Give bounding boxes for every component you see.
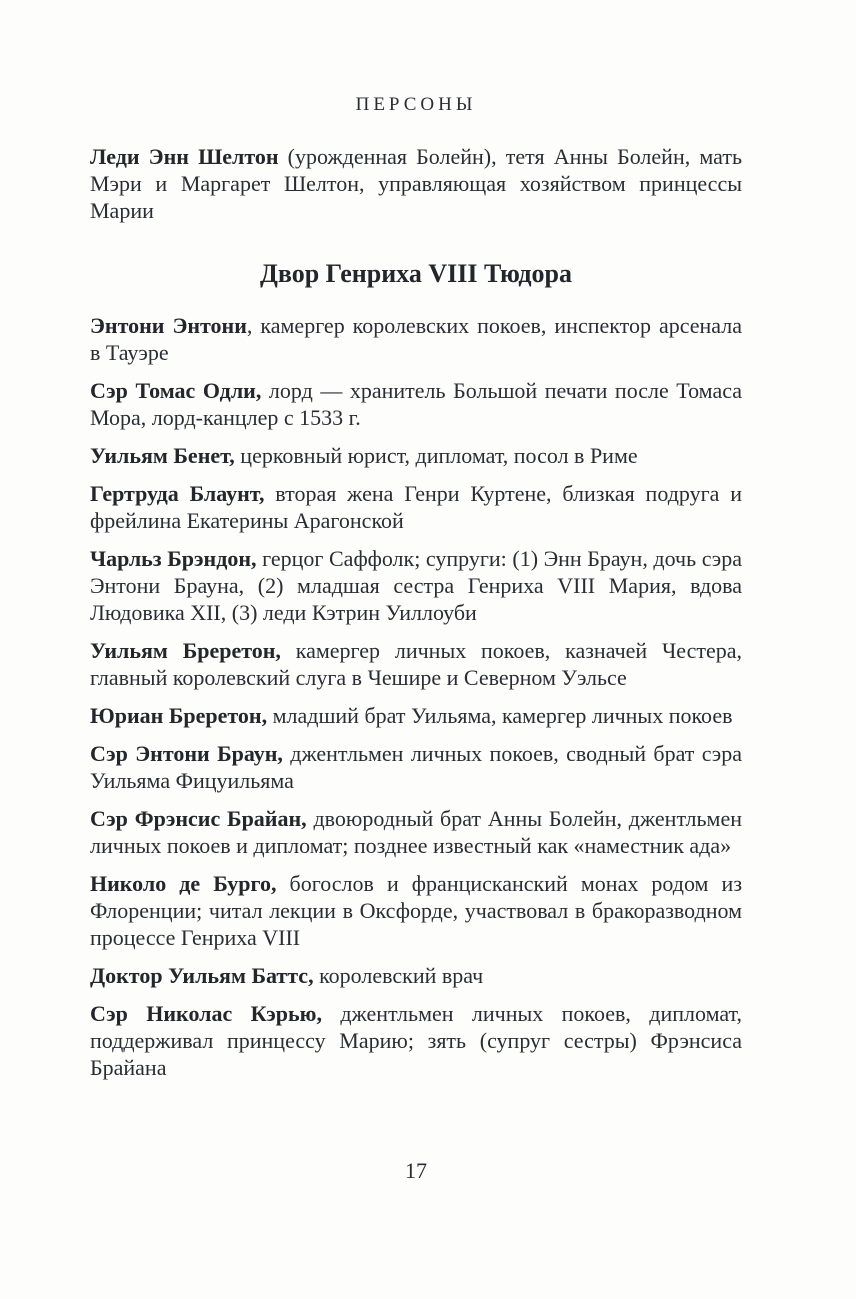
page-number: 17 [405,1158,427,1183]
character-name: Сэр Энтони Браун, [90,741,283,766]
character-description: младший брат Уильяма, камергер личных покоев [267,703,733,728]
character-description: церковный юрист, дипломат, посол в Риме [234,443,638,468]
character-description: вторая жена Генри Куртене, близкая подруга и фрейлина Екатерины Арагонской [90,481,742,533]
character-entry [90,1000,742,1081]
character-entry [90,962,742,989]
character-name: Уильям Бенет, [90,443,235,468]
section-title: Двор Генриха VIII Тюдора [259,259,573,288]
character-entry [90,143,742,224]
character-description: герцог Саффолк; супруги: (1) Энн Браун, дочь сэра Энтони Брауна, (2) младшая сестра Генриха VIII Мария, вдова Людовика XII, (3) леди Кэтрин Уиллоуби [90,546,742,625]
character-name: Энтони Энтони [90,313,247,338]
character-name: Юриан Бреретон, [90,703,268,728]
character-name: Чарльз Брэндон, [90,546,257,571]
character-entry [90,637,742,691]
character-entry [90,377,742,431]
character-entry [90,805,742,859]
character-description: лорд — хранитель Большой печати после Томаса Мора, лорд-канцлер с 1533 г. [90,378,743,430]
character-description: камергер личных покоев, казначей Честера, главный королевский слуга в Чешире и Северном Уэльсе [90,638,743,690]
character-name: Леди Энн Шелтон [90,144,279,169]
character-description: джентльмен личных покоев, сводный брат сэра Уильяма Фицуильяма [90,741,743,793]
character-name: Сэр Николас Кэрью, [90,1001,322,1026]
character-entry [90,702,742,729]
character-name: Уильям Бреретон, [90,638,281,663]
character-description: двоюродный брат Анны Болейн, джентльмен личных покоев и дипломат; позднее известный как «наместник ада» [90,806,742,858]
character-entry [90,740,742,794]
character-description: (урожденная Болейн), тетя Анны Болейн, мать Мэри и Маргарет Шелтон, управляющая хозяйством принцессы Марии [90,144,742,223]
character-name: Николо де Бурго, [90,871,277,896]
character-name: Сэр Фрэнсис Брайан, [90,806,307,831]
character-entry [90,442,742,469]
character-description: богослов и францисканский монах родом из Флоренции; читал лекции в Оксфорде, участвовал в бракоразводном процессе Генриха VIII [90,871,743,950]
text-block [90,0,742,1092]
character-entry [90,480,742,534]
character-name: Гертруда Блаунт, [90,481,265,506]
character-entry [90,545,742,626]
character-description: королевский врач [313,963,484,988]
character-entry [90,870,742,951]
character-description: джентльмен личных покоев, дипломат, поддерживал принцессу Марию; зять (супруг сестры) Фрэнсиса Брайана [90,1001,742,1080]
running-header: ПЕРСОНЫ [355,94,477,115]
character-description: , камергер королевских покоев, инспектор арсенала в Тауэре [90,313,742,365]
character-entry [90,312,742,366]
character-name: Сэр Томас Одли, [90,378,262,403]
entries-list [90,312,742,1081]
character-name: Доктор Уильям Баттс, [90,963,314,988]
